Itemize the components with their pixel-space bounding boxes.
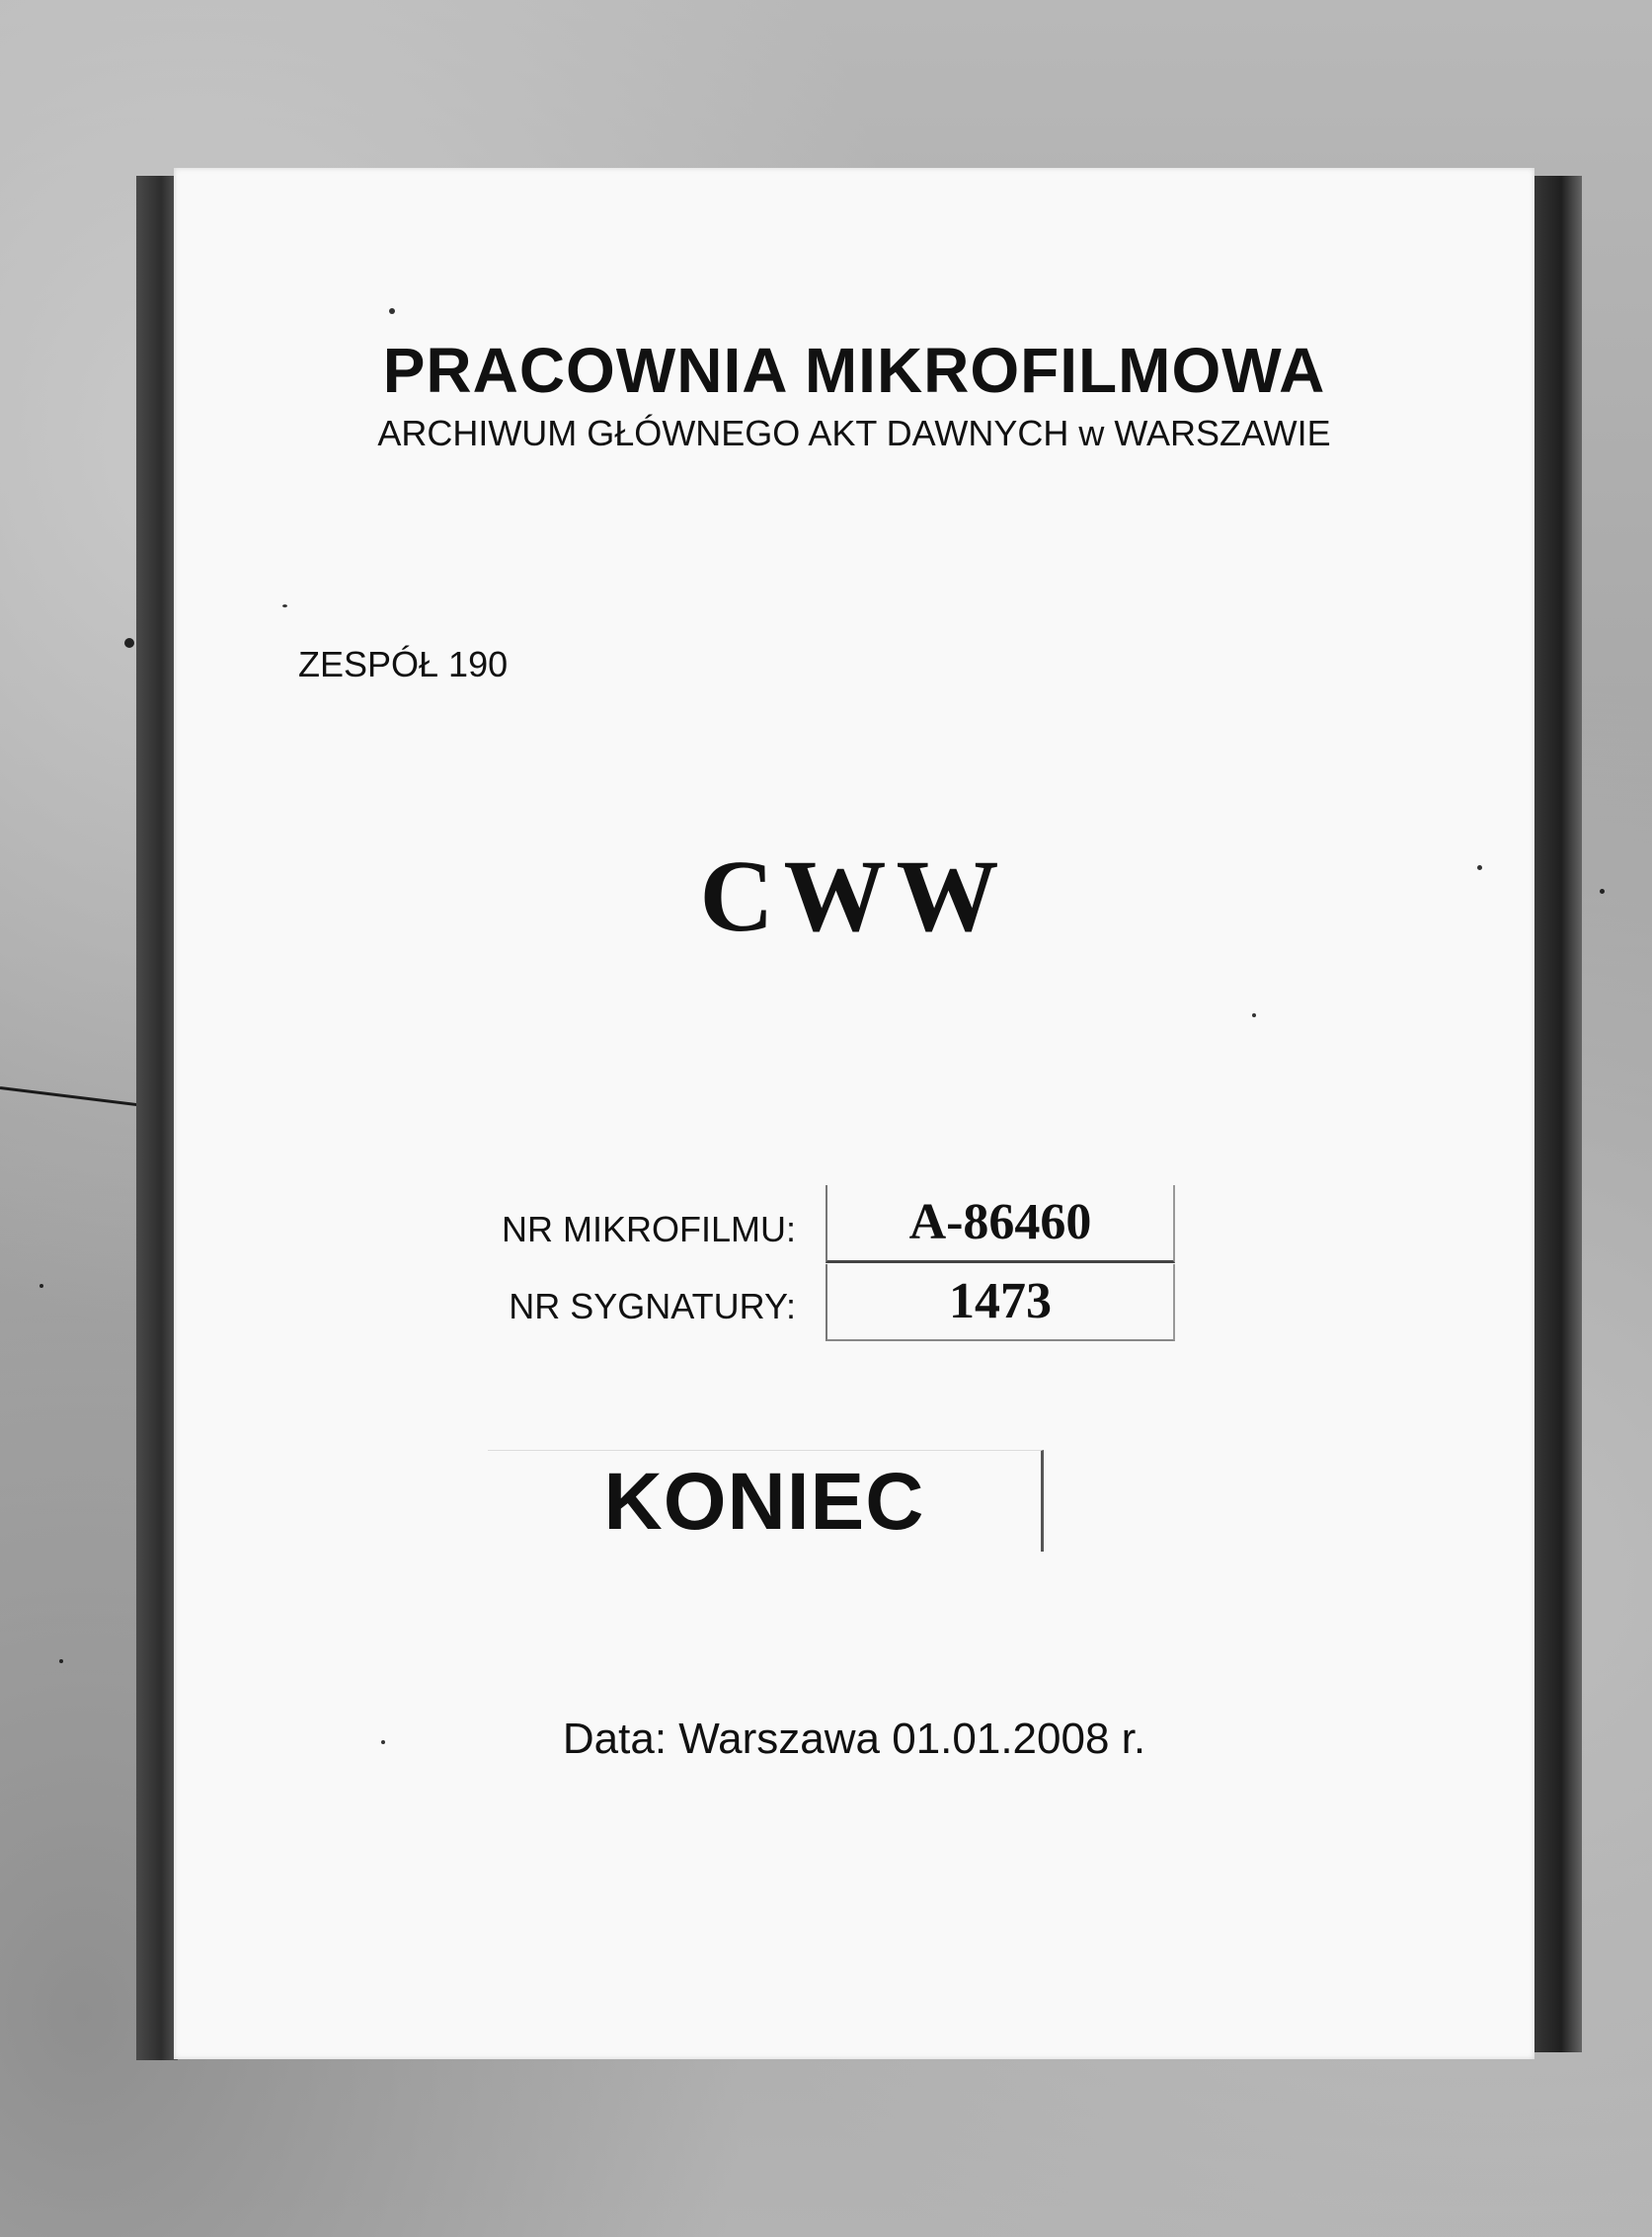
signature-number-label: NR SYGNATURY: (509, 1286, 796, 1326)
date-line: Data: Warszawa 01.01.2008 r. (562, 1715, 1146, 1763)
sheet-right-edge-shadow (1531, 176, 1582, 2052)
scan-speck (381, 1740, 385, 1744)
scan-speck (1600, 889, 1605, 894)
scan-speck (39, 1284, 43, 1288)
microfilm-number-value: A-86460 (826, 1185, 1175, 1263)
collection-code: CWW (699, 839, 1009, 953)
scan-speck (282, 604, 287, 607)
sheet-left-edge-shadow (136, 176, 178, 2060)
scan-speck (1477, 865, 1482, 870)
scan-speck (124, 638, 134, 648)
institution-title: PRACOWNIA MIKROFILMOWA (382, 335, 1326, 406)
end-marker: KONIEC (488, 1450, 1044, 1552)
scan-speck (1252, 1013, 1256, 1017)
scan-speck (389, 308, 395, 314)
institution-subtitle: ARCHIWUM GŁÓWNEGO AKT DAWNYCH w WARSZAWIE (377, 413, 1331, 453)
scan-speck (59, 1659, 63, 1663)
microfilm-number-label: NR MIKROFILMU: (501, 1209, 796, 1249)
fond-label: ZESPÓŁ 190 (298, 644, 509, 684)
signature-number-value: 1473 (826, 1264, 1175, 1341)
microfilm-target-sheet (174, 168, 1534, 2059)
